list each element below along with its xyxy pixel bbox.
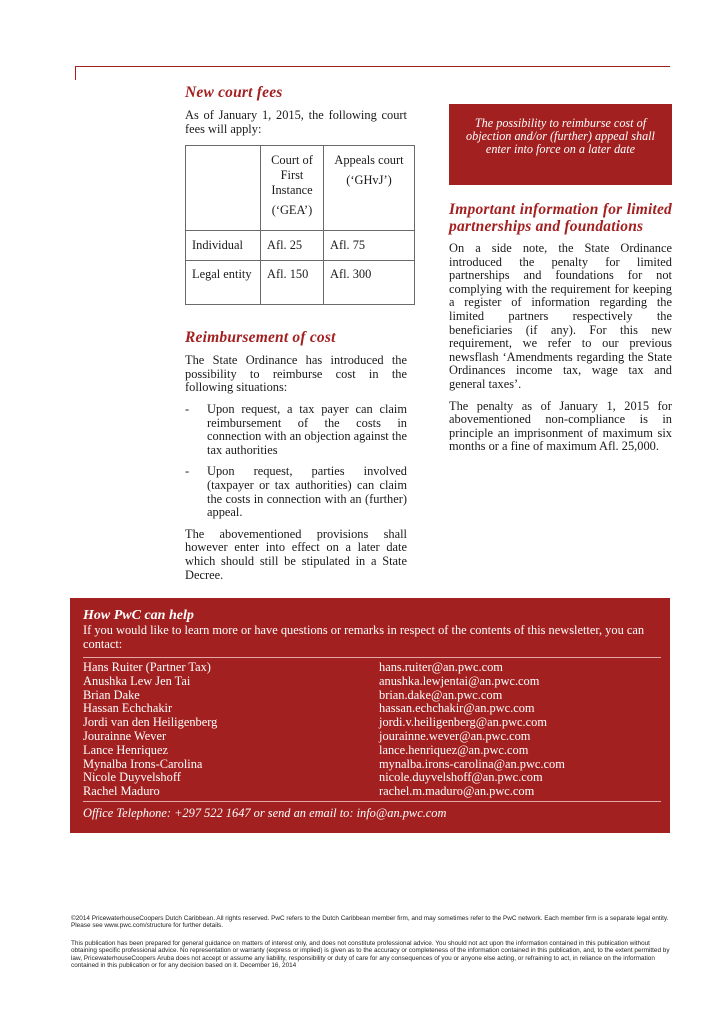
contact-name: Brian Dake bbox=[83, 687, 140, 702]
contact-name: Jourainne Wever bbox=[83, 728, 167, 743]
partnerships-paragraph-2: The penalty as of January 1, 2015 for abovementioned non-compliance is in principle an imprisonment of maximum six months or a fine of maximum Afl. 25,000. bbox=[449, 398, 672, 454]
header-first-instance-label: Court of First Instance bbox=[271, 153, 313, 198]
contact-name: Hassan Echchakir bbox=[83, 701, 173, 716]
callout-box: The possibility to reimburse cost of objection and/or (further) appeal shall enter into force on a later date bbox=[449, 104, 672, 185]
footer-copyright: ©2014 PricewaterhouseCoopers Dutch Caribbean. All rights reserved. PwC refers to the Dutch Caribbean member firm, and may sometimes refer to the PwC network. Each member firm is a separate legal entity. Please see www.pwc.com/structure for further details. bbox=[71, 915, 669, 930]
office-telephone: Office Telephone: +297 522 1647 or send an email to: info@an.pwc.com bbox=[83, 806, 447, 820]
help-title: How PwC can help bbox=[83, 608, 194, 623]
header-first-instance-abbr: (‘GEA’) bbox=[271, 203, 313, 218]
help-box bbox=[70, 598, 670, 833]
right-column bbox=[449, 104, 672, 454]
row-appeals-fee: Afl. 75 bbox=[324, 231, 415, 261]
header-appeals-label: Appeals court bbox=[334, 153, 404, 168]
contact-email[interactable]: brian.dake@an.pwc.com bbox=[379, 687, 503, 702]
contact-email[interactable]: mynalba.irons-carolina@an.pwc.com bbox=[379, 756, 565, 771]
contact-row bbox=[83, 689, 663, 703]
list-item bbox=[185, 403, 407, 457]
left-column bbox=[185, 84, 407, 582]
contact-email[interactable]: rachel.m.maduro@an.pwc.com bbox=[379, 784, 535, 799]
contact-email[interactable]: jordi.v.heiligenberg@an.pwc.com bbox=[379, 715, 547, 730]
contact-email[interactable]: nicole.duyvelshoff@an.pwc.com bbox=[379, 770, 543, 785]
contact-name: Rachel Maduro bbox=[83, 784, 160, 799]
contact-name: Lance Henriquez bbox=[83, 742, 168, 757]
row-appeals-fee: Afl. 300 bbox=[324, 261, 415, 305]
court-fees-intro: As of January 1, 2015, the following court fees will apply: bbox=[185, 108, 407, 136]
table-row bbox=[186, 231, 415, 261]
partnerships-heading: Important information for limited partnerships and foundations bbox=[449, 201, 672, 235]
table-header-row bbox=[186, 146, 415, 231]
table-header-first-instance bbox=[261, 146, 324, 231]
top-rule-tick bbox=[75, 66, 76, 80]
contact-email[interactable]: jourainne.wever@an.pwc.com bbox=[379, 728, 531, 743]
row-label: Legal entity bbox=[186, 261, 261, 305]
contact-row bbox=[83, 771, 663, 785]
help-divider-bottom bbox=[83, 801, 661, 802]
bullet-marker: - bbox=[185, 401, 190, 416]
row-label: Individual bbox=[186, 231, 261, 261]
bullet-marker: - bbox=[185, 464, 190, 479]
contact-row bbox=[83, 702, 663, 716]
table-header-empty bbox=[186, 146, 261, 231]
contact-row bbox=[83, 716, 663, 730]
contact-row bbox=[83, 785, 663, 799]
contact-list bbox=[83, 661, 663, 799]
court-fees-table bbox=[185, 145, 415, 305]
contact-email[interactable]: hassan.echchakir@an.pwc.com bbox=[379, 701, 535, 716]
contact-email[interactable]: hans.ruiter@an.pwc.com bbox=[379, 660, 503, 674]
reimbursement-intro: The State Ordinance has introduced the possibility to reimburse cost in the following situations: bbox=[185, 353, 407, 395]
court-fees-heading: New court fees bbox=[185, 84, 283, 101]
contact-row bbox=[83, 758, 663, 772]
contact-row bbox=[83, 744, 663, 758]
contact-email[interactable]: lance.henriquez@an.pwc.com bbox=[379, 742, 529, 757]
contact-name: Hans Ruiter (Partner Tax) bbox=[83, 660, 211, 674]
top-rule bbox=[75, 66, 670, 67]
partnerships-paragraph-1: On a side note, the State Ordinance introduced the penalty for limited partnerships and foundations for not complying with the requirement for keeping a register of information regarding the limited partners respectively the beneficiaries (if any). For this new requirement, we refer to our previous newsflash ‘Amendments regarding the State Ordinances income tax, wage tax and general taxes’. bbox=[449, 241, 672, 391]
contact-row bbox=[83, 675, 663, 689]
row-first-instance-fee: Afl. 25 bbox=[261, 231, 324, 261]
reimbursement-heading: Reimbursement of cost bbox=[185, 329, 336, 347]
contact-row bbox=[83, 661, 663, 675]
list-item bbox=[185, 465, 407, 519]
contact-name: Anushka Lew Jen Tai bbox=[83, 673, 191, 688]
contact-name: Mynalba Irons-Carolina bbox=[83, 756, 203, 771]
bullet-text: Upon request, a tax payer can claim reimbursement of the costs in connection with an objection against the tax authorities bbox=[207, 401, 407, 457]
row-first-instance-fee: Afl. 150 bbox=[261, 261, 324, 305]
bullet-text: Upon request, parties involved (taxpayer or tax authorities) can claim the costs in connection with an (further) appeal. bbox=[207, 464, 407, 520]
reimbursement-closing: The abovementioned provisions shall however enter into effect on a later date which should still be stipulated in a State Decree. bbox=[185, 526, 407, 582]
table-header-appeals bbox=[324, 146, 415, 231]
help-divider-top bbox=[83, 657, 661, 658]
help-intro: If you would like to learn more or have questions or remarks in respect of the contents of this newsletter, you can contact: bbox=[83, 623, 645, 651]
header-appeals-abbr: (‘GHvJ’) bbox=[346, 173, 392, 188]
contact-row bbox=[83, 730, 663, 744]
contact-email[interactable]: anushka.lewjentai@an.pwc.com bbox=[379, 673, 540, 688]
contact-name: Jordi van den Heiligenberg bbox=[83, 715, 218, 730]
footer-disclaimer: This publication has been prepared for general guidance on matters of interest only, and does not constitute professional advice. You should not act upon the information contained in this publication without obtaining specific professional advice. No representation or warranty (express or implied) is given as to the accuracy or completeness of the information contained in this publication, and, to the extent permitted by law, PricewaterhouseCoopers Aruba does not accept or assume any liability, responsibility or duty of care for any consequences of you or anyone else acting, or refraining to act, in reliance on the information contained in this publication or for any decision based on it. December 16, 2014 bbox=[71, 940, 670, 970]
contact-name: Nicole Duyvelshoff bbox=[83, 770, 181, 785]
table-row bbox=[186, 261, 415, 305]
